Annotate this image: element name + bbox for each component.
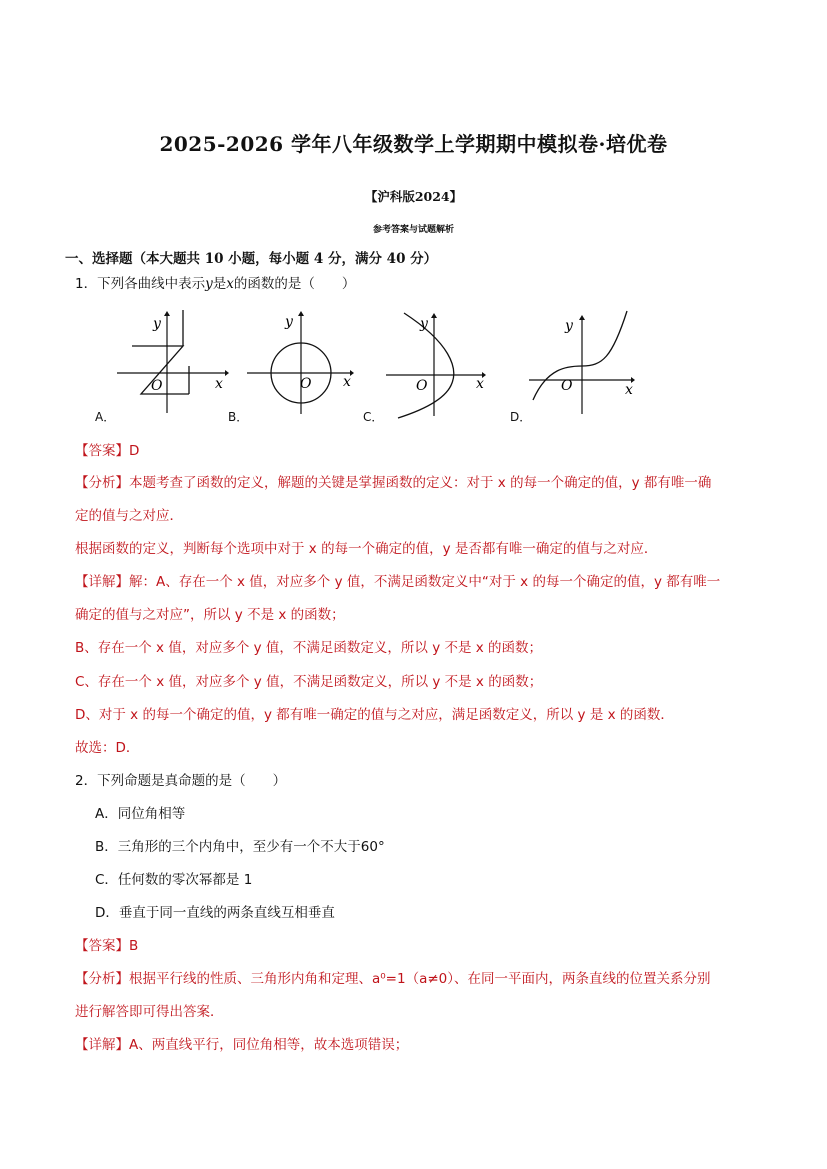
axis-x-label: x	[476, 376, 484, 392]
q1-choose: 故选：D．	[75, 740, 140, 756]
q1-detail-line-1: 【详解】解：A、存在一个 x 值，对应多个 y 值，不满足函数定义中“对于 x 的每一个确定的值，y 都有唯一	[75, 574, 721, 590]
q1-analysis-line-3: 根据函数的定义，判断每个选项中对于 x 的每一个确定的值，y 是否都有唯一确定的值与之对应．	[75, 541, 658, 557]
y-axis-arrow	[579, 315, 585, 320]
q2-option-b: B．三角形的三个内角中，至少有一个不大于60°	[95, 839, 385, 855]
document-subtitle: 参考答案与试题解析	[372, 225, 454, 235]
question-1-stem	[75, 274, 355, 294]
stem-text: 是	[212, 276, 227, 292]
q1-detail-c: C、存在一个 x 值，对应多个 y 值，不满足函数定义，所以 y 不是 x 的函数；	[75, 674, 543, 690]
q2-analysis-line-1: 【分析】根据平行线的性质、三角形内角和定理、a⁰=1（a≠0）、在同一平面内，两条直线的位置关系分别	[75, 971, 711, 987]
y-axis-arrow	[298, 311, 304, 316]
origin-label: O	[300, 376, 312, 392]
stem-text: 1．下列各曲线中表示	[75, 276, 206, 292]
var-x: x	[226, 276, 234, 292]
option-b-label: B．	[228, 410, 249, 424]
q1-detail-d: D、对于 x 的每一个确定的值，y 都有唯一确定的值与之对应，满足函数定义，所以 y 是 x 的函数．	[75, 707, 674, 723]
graph-b	[245, 308, 360, 418]
axis-y-label: y	[285, 314, 293, 330]
y-axis-arrow	[431, 313, 437, 318]
question-2-stem: 2．下列命题是真命题的是（ ）	[75, 773, 287, 789]
edition-label: 【沪科版2024】	[364, 189, 463, 204]
q2-option-d: D．垂直于同一直线的两条直线互相垂直	[95, 905, 335, 921]
q1-analysis-line-1: 【分析】本题考查了函数的定义，解题的关键是掌握函数的定义：对于 x 的每一个确定的值，y 都有唯一确	[75, 475, 712, 491]
axis-y-label: y	[420, 316, 428, 332]
axis-y-label: y	[565, 318, 573, 334]
section-heading: 一、选择题（本大题共 10 小题，每小题 4 分，满分 40 分）	[65, 251, 438, 267]
q2-answer: 【答案】B	[75, 938, 139, 954]
graph-c	[380, 308, 495, 423]
origin-label: O	[561, 378, 573, 394]
q2-analysis-line-2: 进行解答即可得出答案．	[75, 1004, 224, 1020]
axis-x-label: x	[343, 374, 351, 390]
q2-detail-a: 【详解】A、两直线平行，同位角相等，故本选项错误；	[75, 1037, 409, 1053]
q2-option-c: C．任何数的零次幂都是 1	[95, 872, 253, 888]
q1-detail-line-2: 确定的值与之对应”，所以 y 不是 x 的函数；	[75, 607, 345, 623]
origin-label: O	[151, 378, 163, 394]
option-a-label: A．	[95, 410, 116, 424]
q2-option-a: A．同位角相等	[95, 806, 186, 822]
y-axis-arrow	[164, 311, 170, 316]
x-axis-arrow	[225, 370, 229, 376]
axis-x-label: x	[215, 376, 223, 392]
q1-detail-b: B、存在一个 x 值，对应多个 y 值，不满足函数定义，所以 y 不是 x 的函数；	[75, 640, 543, 656]
option-c-label: C．	[363, 410, 384, 424]
var-y: y	[205, 276, 213, 292]
origin-label: O	[416, 378, 428, 394]
q1-answer: 【答案】D	[75, 443, 140, 459]
graph-a	[115, 308, 230, 418]
stem-text: 的函数的是（ ）	[233, 276, 356, 292]
cubic-curve	[533, 311, 627, 400]
q1-analysis-line-2: 定的值与之对应．	[75, 508, 183, 524]
document-title: 2025-2026 学年八年级数学上学期期中模拟卷·培优卷	[159, 132, 668, 156]
graph-d	[527, 308, 642, 418]
option-d-label: D．	[510, 410, 532, 424]
axis-y-label: y	[153, 316, 161, 332]
axis-x-label: x	[625, 382, 633, 398]
